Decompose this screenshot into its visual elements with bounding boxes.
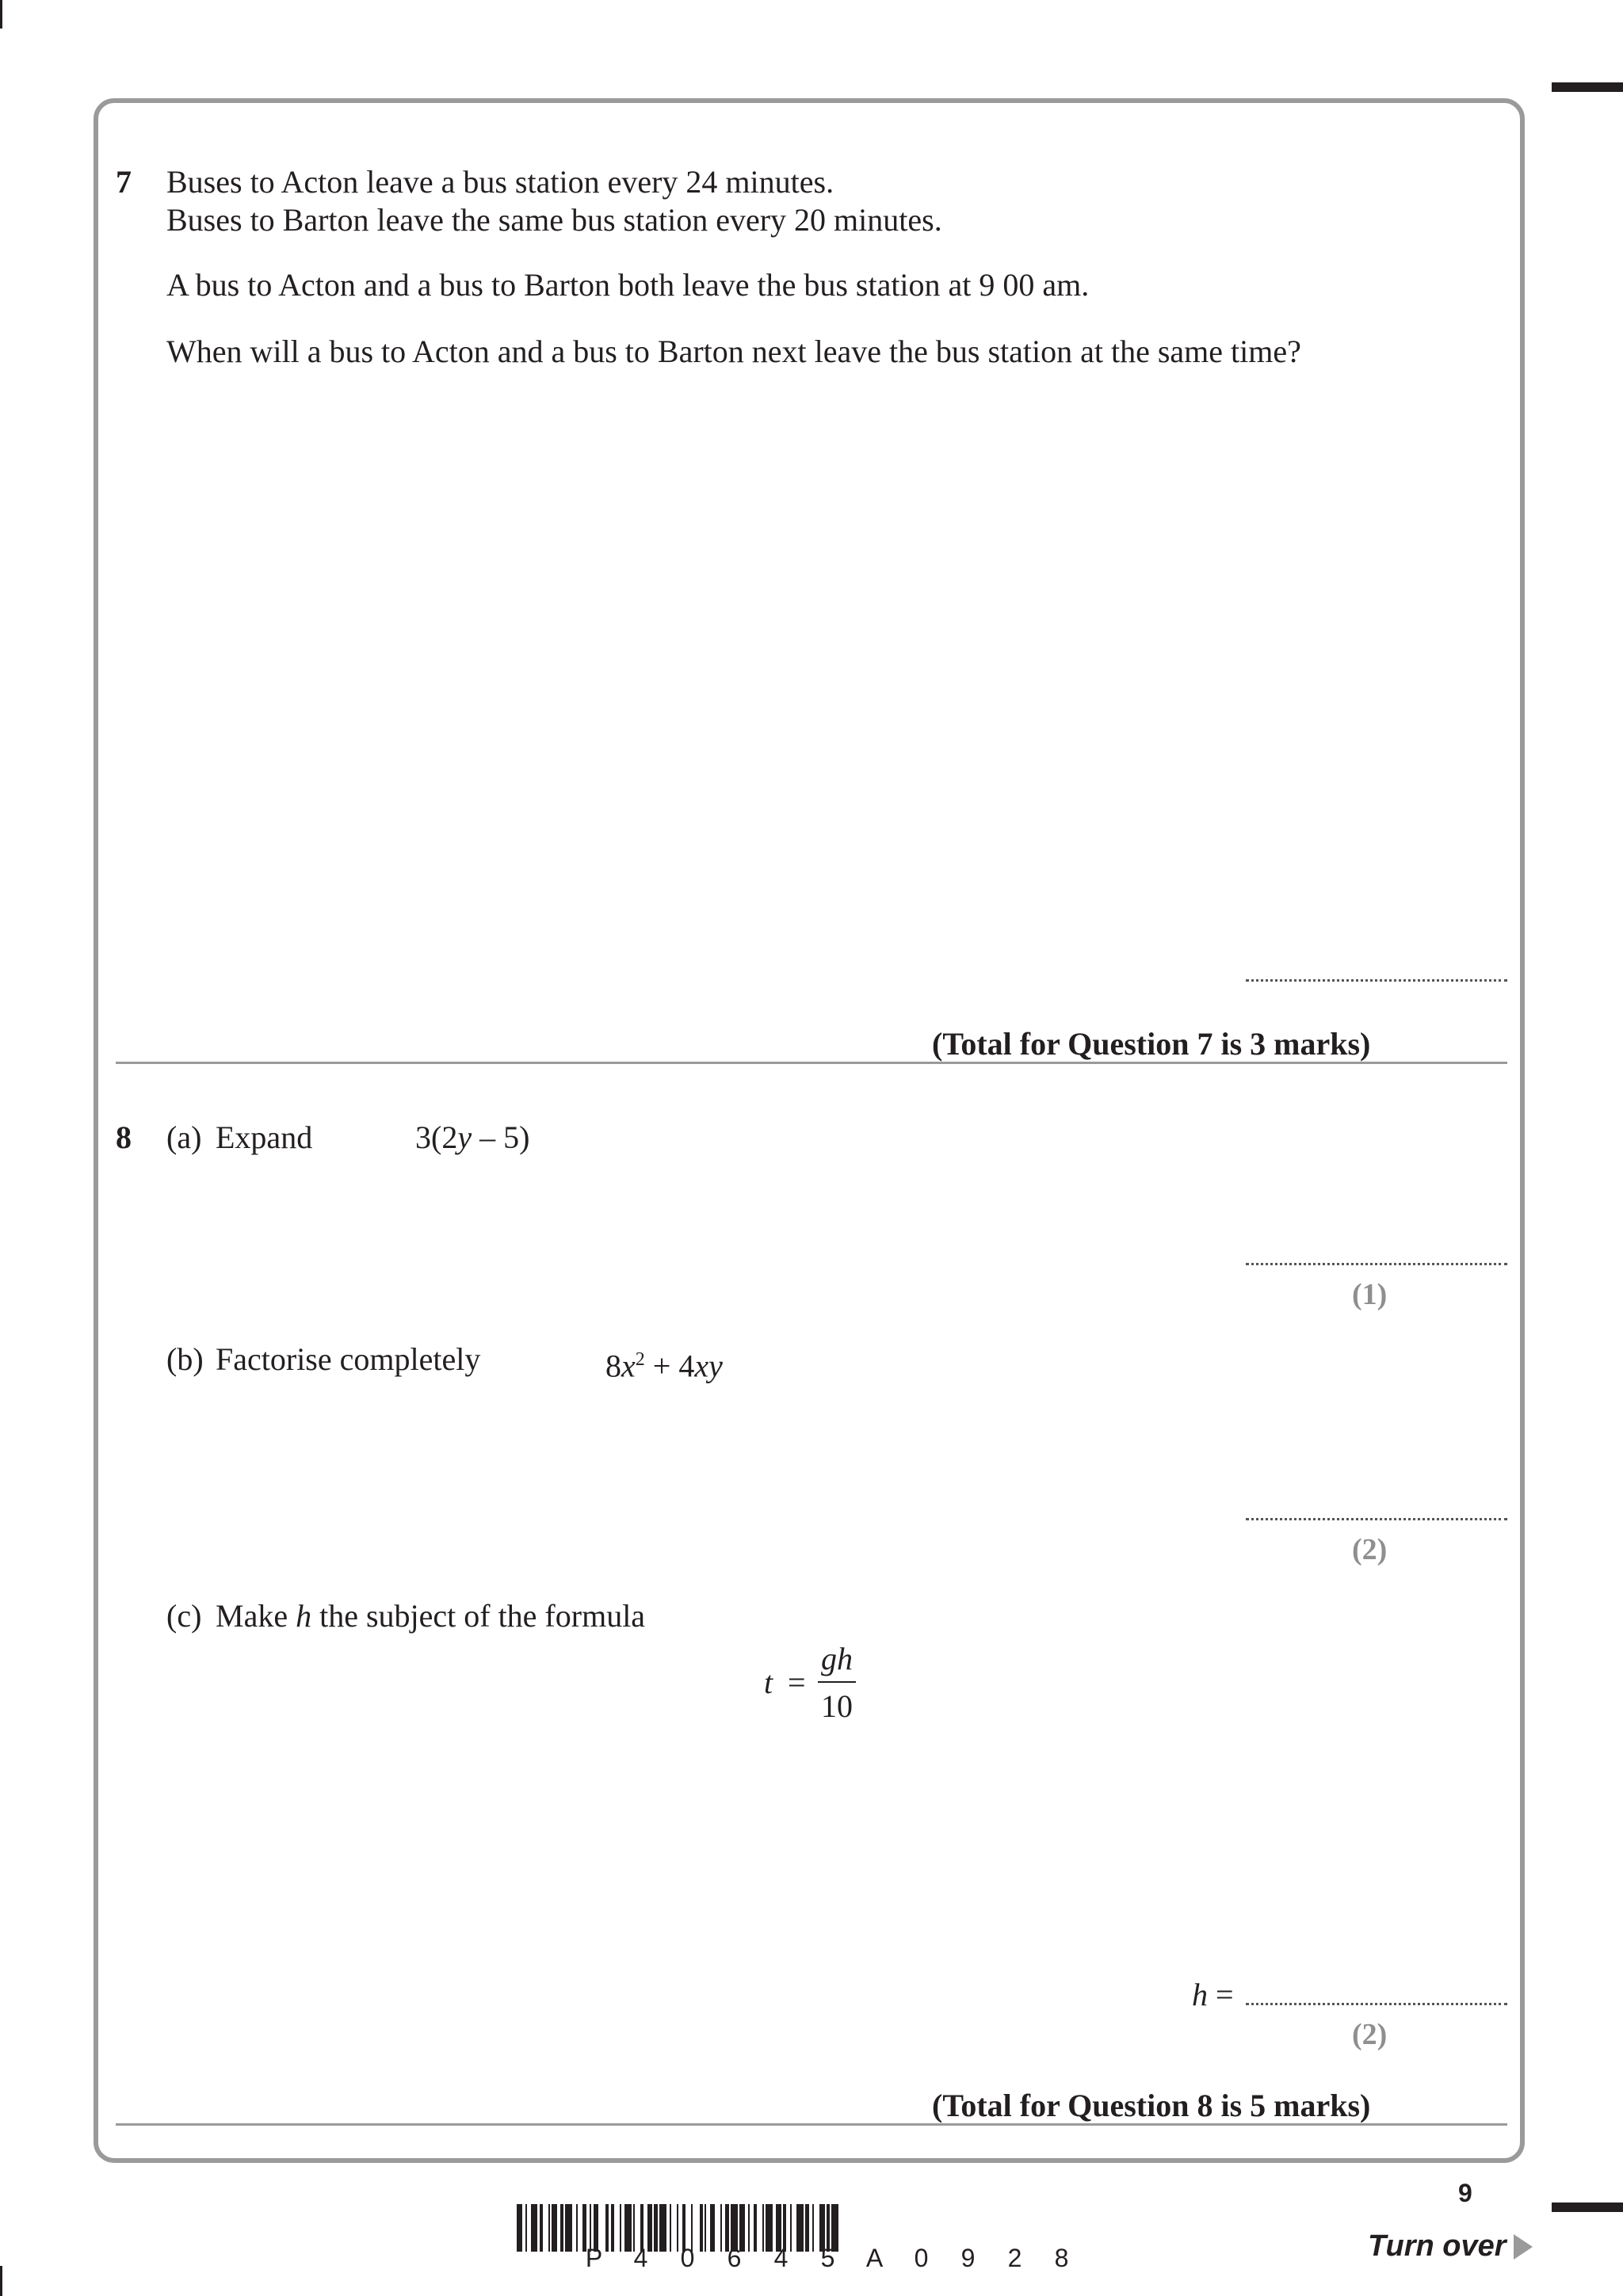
side-bar-bottom bbox=[1552, 2203, 1623, 2212]
q7-total-marks: (Total for Question 7 is 3 marks) bbox=[932, 1026, 1371, 1062]
barcode-digit: 8 bbox=[1054, 2244, 1069, 2272]
barcode-digit: 2 bbox=[1007, 2244, 1022, 2272]
q7-number: 7 bbox=[116, 164, 132, 200]
q8b-marks: (2) bbox=[1352, 1533, 1388, 1566]
barcode-digit: 9 bbox=[960, 2244, 976, 2272]
q8c-formula-equals: = bbox=[788, 1665, 806, 1700]
barcode-digit: 0 bbox=[914, 2244, 929, 2272]
q7-answer-line[interactable] bbox=[1246, 979, 1507, 982]
barcode-digit: 5 bbox=[820, 2244, 835, 2272]
q8-number: 8 bbox=[116, 1119, 132, 1155]
turn-over-arrow-icon bbox=[1514, 2234, 1533, 2260]
crop-mark-top-left-vertical bbox=[0, 0, 2, 29]
turn-over-label: Turn over bbox=[1368, 2229, 1507, 2263]
barcode-digit: 4 bbox=[773, 2244, 789, 2272]
q8c-answer-line[interactable] bbox=[1246, 2003, 1507, 2005]
q8b-answer-line[interactable] bbox=[1246, 1518, 1507, 1520]
q8c-fraction-bar bbox=[818, 1681, 856, 1683]
q7-divider bbox=[116, 1062, 1507, 1064]
q7-line-2: Buses to Barton leave the same bus station every 20 minutes. bbox=[166, 202, 942, 238]
q8c-label: (c) bbox=[166, 1598, 202, 1634]
barcode-digits bbox=[571, 2244, 1085, 2273]
q8b-label: (b) bbox=[166, 1341, 204, 1377]
q8-divider bbox=[116, 2123, 1507, 2126]
q7-line-3: A bus to Acton and a bus to Barton both leave the bus station at 9 00 am. bbox=[166, 267, 1090, 303]
barcode-digit: P bbox=[585, 2244, 603, 2272]
q8a-expression: 3(2y – 5) bbox=[415, 1119, 530, 1155]
q8c-answer-label: h = bbox=[1192, 1977, 1234, 2012]
q8b-expression: $8x^2 + 4xy$ bbox=[605, 1348, 723, 1384]
q8a-marks: (1) bbox=[1352, 1278, 1388, 1311]
q7-line-1: Buses to Acton leave a bus station every 24 minutes. bbox=[166, 164, 834, 200]
q8-total-marks: (Total for Question 8 is 5 marks) bbox=[932, 2088, 1371, 2123]
barcode-digit: 4 bbox=[633, 2244, 648, 2272]
q8c-text: Make h the subject of the formula bbox=[216, 1598, 646, 1634]
q8c-marks: (2) bbox=[1352, 2018, 1388, 2051]
barcode-digit: 6 bbox=[727, 2244, 742, 2272]
q8c-formula-lhs: t bbox=[764, 1665, 773, 1700]
q8b-text: Factorise completely bbox=[216, 1341, 481, 1377]
q8c-formula-numerator: gh bbox=[821, 1641, 853, 1676]
barcode-digit: 0 bbox=[680, 2244, 695, 2272]
q7-line-4: When will a bus to Acton and a bus to Barton next leave the bus station at the same time? bbox=[166, 334, 1301, 369]
barcode-digit: A bbox=[865, 2244, 884, 2272]
crop-mark-bottom-left-vertical bbox=[0, 2266, 2, 2296]
q8a-answer-line[interactable] bbox=[1246, 1263, 1507, 1265]
q8c-formula-denominator: 10 bbox=[821, 1688, 853, 1724]
side-bar-top bbox=[1552, 82, 1623, 92]
q8a-label: (a) bbox=[166, 1119, 202, 1155]
q8a-text: Expand bbox=[216, 1119, 313, 1155]
page-number: 9 bbox=[1458, 2179, 1472, 2207]
